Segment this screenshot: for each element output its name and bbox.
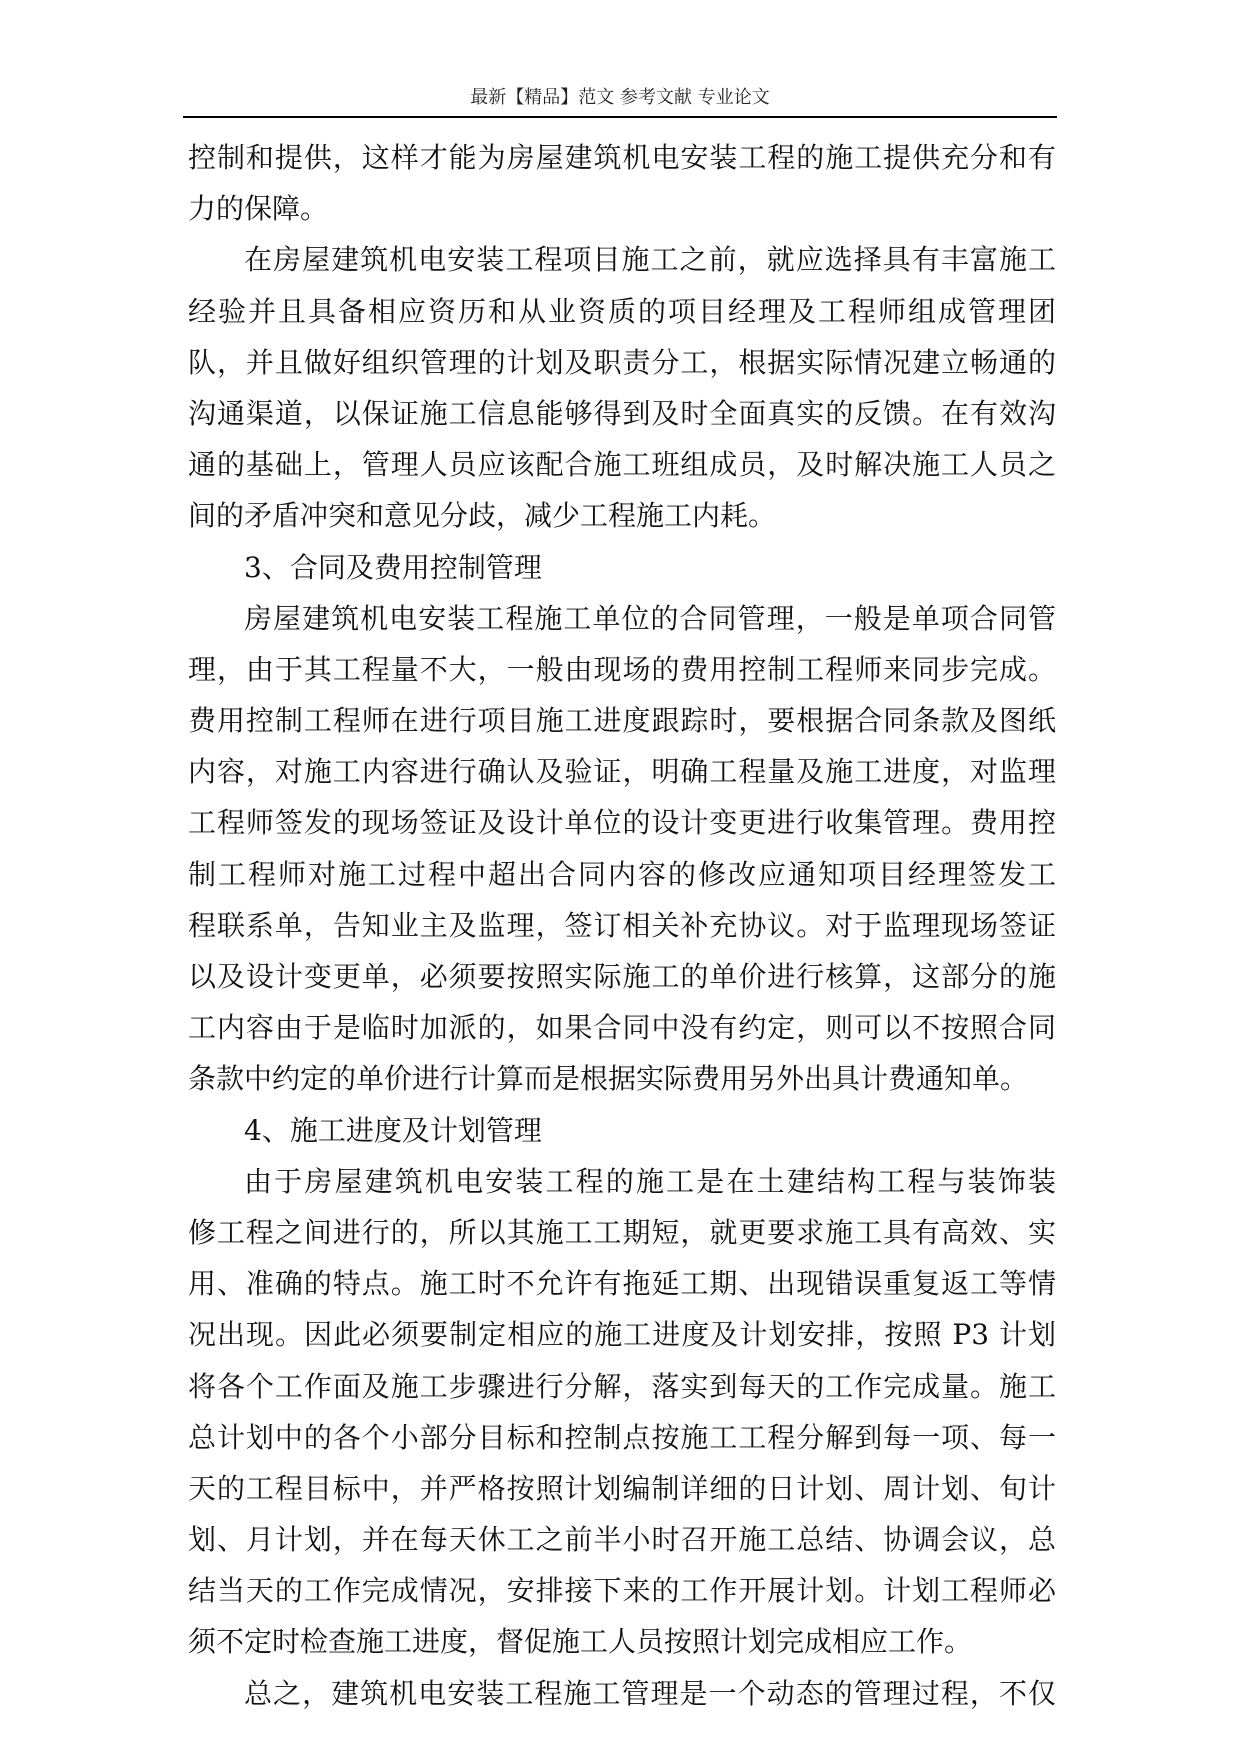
text-line: 由于房屋建筑机电安装工程的施工是在土建结构工程与装饰装 — [244, 1164, 1056, 1198]
text-line: 间的矛盾冲突和意见分歧，减少工程施工内耗。 — [188, 499, 777, 533]
text-line: 修工程之间进行的，所以其施工工期短，就更要求施工具有高效、实 — [188, 1215, 1056, 1249]
text-line: 用、准确的特点。施工时不允许有拖延工期、出现错误重复返工等情 — [188, 1267, 1056, 1301]
text-line: 沟通渠道，以保证施工信息能够得到及时全面真实的反馈。在有效沟 — [188, 396, 1056, 430]
text-line: 控制和提供，这样才能为房屋建筑机电安装工程的施工提供充分和有 — [188, 141, 1056, 174]
text-line: 划、月计划，并在每天休工之前半小时召开施工总结、协调会议，总 — [188, 1523, 1056, 1557]
text-line: 程联系单，告知业主及监理，签订相关补充协议。对于监理现场签证 — [188, 908, 1056, 942]
text-line: 以及设计变更单，必须要按照实际施工的单价进行核算，这部分的施 — [188, 960, 1056, 993]
page-header: 最新【精品】范文 参考文献 专业论文 — [183, 86, 1057, 118]
text-line: 天的工程目标中，并严格按照计划编制详细的日计划、周计划、旬计 — [188, 1471, 1056, 1505]
text-line: 4、施工进度及计划管理 — [244, 1113, 542, 1147]
text-line: 将各个工作面及施工步骤进行分解，落实到每天的工作完成量。施工 — [188, 1369, 1056, 1403]
text-line: 内容，对施工内容进行确认及验证，明确工程量及施工进度，对监理 — [188, 755, 1056, 789]
text-line: 理，由于其工程量不大，一般由现场的费用控制工程师来同步完成。 — [188, 652, 1056, 686]
text-line: 通的基础上，管理人员应该配合施工班组成员，及时解决施工人员之 — [188, 448, 1056, 482]
text-line: 须不定时检查施工进度，督促施工人员按照计划完成相应工作。 — [188, 1625, 973, 1659]
text-line: 总之，建筑机电安装工程施工管理是一个动态的管理过程，不仅 — [244, 1676, 1056, 1710]
text-line: 工程师签发的现场签证及设计单位的设计变更进行收集管理。费用控 — [188, 806, 1056, 840]
text-line: 在房屋建筑机电安装工程项目施工之前，就应选择具有丰富施工 — [244, 243, 1056, 277]
text-line: 工内容由于是临时加派的，如果合同中没有约定，则可以不按照合同 — [188, 1011, 1056, 1045]
text-line: 况出现。因此必须要制定相应的施工进度及计划安排，按照 P3 计划 — [188, 1318, 1056, 1352]
text-line: 队，并且做好组织管理的计划及职责分工，根据实际情况建立畅通的 — [188, 345, 1056, 379]
text-line: 3、合同及费用控制管理 — [244, 550, 542, 584]
text-line: 制工程师对施工过程中超出合同内容的修改应通知项目经理签发工 — [188, 857, 1056, 891]
text-line: 费用控制工程师在进行项目施工进度跟踪时，要根据合同条款及图纸 — [188, 704, 1056, 738]
document-body — [188, 132, 1056, 1719]
text-line: 经验并且具备相应资历和从业资质的项目经理及工程师组成管理团 — [188, 294, 1056, 328]
text-line: 条款中约定的单价进行计算而是根据实际费用另外出具计费通知单。 — [188, 1062, 1029, 1096]
text-line: 力的保障。 — [188, 192, 329, 226]
text-line: 总计划中的各个小部分目标和控制点按施工工程分解到每一项、每一 — [188, 1420, 1056, 1454]
text-line: 结当天的工作完成情况，安排接下来的工作开展计划。计划工程师必 — [188, 1574, 1056, 1608]
text-line: 房屋建筑机电安装工程施工单位的合同管理，一般是单项合同管 — [244, 601, 1056, 635]
